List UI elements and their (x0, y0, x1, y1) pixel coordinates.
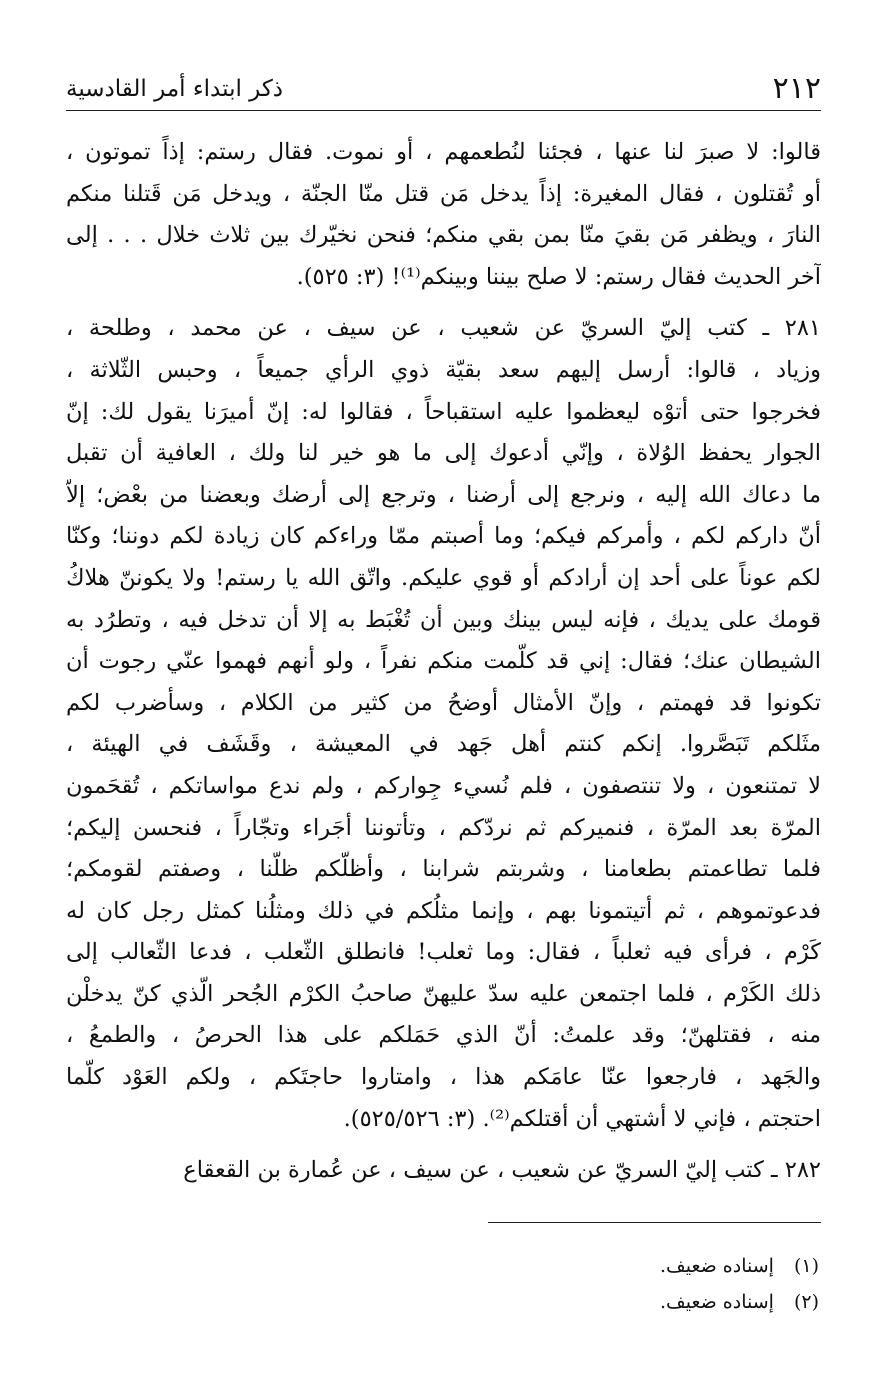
text-line: فدعوتموهم ، ثم أتيتمونا بهم ، وإنما مثلُكم في ذلك ومثلُنا كمثل رجل كان له (66, 897, 821, 924)
footnote-separator (488, 1222, 821, 1223)
text-line: لكم عوناً على أحد إن أرادكم أو قوي عليكم. واتّق الله يا رستم! ولا يكوننّ هلاكُ (66, 564, 821, 591)
text-line: وزياد ، قالوا: أرسل إليهم سعد بقيّة ذوي الرأي جميعاً ، وحبس الثّلاثة ، (66, 356, 821, 383)
footnote (66, 1284, 819, 1320)
text-line: الجوار يحفظ الوُلاة ، وإنّي أدعوك إلى ما هو خير لنا ولك ، العافية أن تقبل (66, 440, 821, 467)
footnote-text: إسناده ضعيف. (660, 1291, 774, 1313)
paragraph (66, 308, 821, 1140)
text-line: قومك على يديك ، فإنه ليس بينك وبين أن تُغْبَط به إلا أن تدخل فيه ، وتطرُد به (66, 606, 821, 633)
text-line: منه ، فقتلهنّ؛ وقد علمتُ: أنّ الذي حَمَلكم على هذا الحرصُ ، والطمعُ ، (66, 1022, 821, 1049)
footnotes (66, 1248, 819, 1320)
footnote-text: إسناده ضعيف. (660, 1255, 774, 1277)
footnote (66, 1248, 819, 1284)
text-line: ما دعاك الله إليه ، ونرجع إلى أرضنا ، وترجع إلى أرضك وبعضنا من بعْض؛ إلاّ (66, 481, 821, 508)
text-line: الشيطان عنك؛ فقال: إني قد كلّمت منكم نفراً ، ولو أنهم فهموا عنّي رجوت أن (66, 648, 821, 675)
text-line: احتجتم ، فإني لا أشتهي أن أقتلكم⁽²⁾. (٣: ٥٢٥/٥٢٦). (343, 1105, 821, 1132)
running-title: ذكر ابتداء أمر القادسية (66, 76, 284, 102)
footnote-number: (٢) (793, 1291, 819, 1313)
text-line: مثَلكم تَبَصَّروا. إنكم كنتم أهل جَهد في المعيشة ، وقَشَف في الهيئة ، (66, 731, 821, 758)
paragraph (66, 132, 821, 298)
text-line: فخرجوا حتى أتوْه ليعظموا عليه استقباحاً ، فقالوا له: إنّ أميرَنا يقول لك: إنّ (66, 398, 821, 425)
text-line: لا تمتنعون ، ولا تنتصفون ، فلم نُسيء جِواركم ، ولم ندع مواساتكم ، تُقحَمون (66, 772, 821, 799)
text-line: ٢٨١ ـ كتب إليّ السريّ عن شعيب ، عن سيف ، عن محمد ، وطلحة ، (66, 315, 821, 342)
text-line: أو تُقتلون ، فقال المغيرة: إذاً يدخل مَن قتل منّا الجنّة ، ويدخل مَن قَتلنا منكم (66, 180, 821, 207)
text-line: كَرْم ، فرأى فيه ثعلباً ، فقال: وما ثعلب! فانطلق الثّعلب ، فدعا الثّعالب إلى (66, 939, 821, 966)
text-line: النارَ ، ويظفر مَن بقيَ منّا بمن بقي منكم؛ فنحن نخيّرك بين ثلاث خلال . . . إلى (66, 222, 821, 249)
text-line: أنّ داركم لكم ، وأمركم فيكم؛ وما أصبتم ممّا وراءكم كان زيادة لكم دوننا؛ وكنّا (66, 523, 821, 550)
footnote-number: (١) (793, 1255, 819, 1277)
text-line: قالوا: لا صبرَ لنا عنها ، فجئنا لنُطعمهم ، أو نموت. فقال رستم: إذاً تموتون ، (66, 139, 821, 165)
text-line: تكونوا قد فهمتم ، وإنّ الأمثال أوضحُ من كثير من الكلام ، وسأضرب لكم (66, 689, 821, 716)
page-header (66, 66, 821, 111)
page-number: ٢١٢ (772, 71, 821, 106)
text-line: ذلك الكَرْم ، فلما اجتمعن عليه سدّ عليهنّ صاحبُ الكرْم الجُحر الّذي كنّ يدخلْن (66, 980, 821, 1007)
text-line: فلما تطاعمتم بطعامنا ، وشربتم شرابنا ، وأظلّكم ظلّنا ، وصفتم لقومكم؛ (66, 856, 821, 883)
paragraph (66, 1150, 821, 1192)
text-line: ٢٨٢ ـ كتب إليّ السريّ عن شعيب ، عن سيف ، عن عُمارة بن القعقاع (183, 1157, 821, 1184)
paragraph-gap (66, 298, 821, 308)
text-line: آخر الحديث فقال رستم: لا صلح بيننا وبينكم⁽¹⁾! (٣: ٥٢٥). (296, 263, 821, 290)
paragraph-gap (66, 1140, 821, 1150)
main-text (66, 132, 821, 1192)
text-line: المرّة بعد المرّة ، فنميركم ثم نردّكم ، وتأتوننا أجَراء وتجّاراً ، فنحسن إليكم؛ (66, 814, 821, 841)
text-line: والجَهد ، فارجعوا عنّا عامَكم هذا ، وامتاروا حاجتَكم ، ولكم العَوْد كلّما (66, 1064, 821, 1091)
